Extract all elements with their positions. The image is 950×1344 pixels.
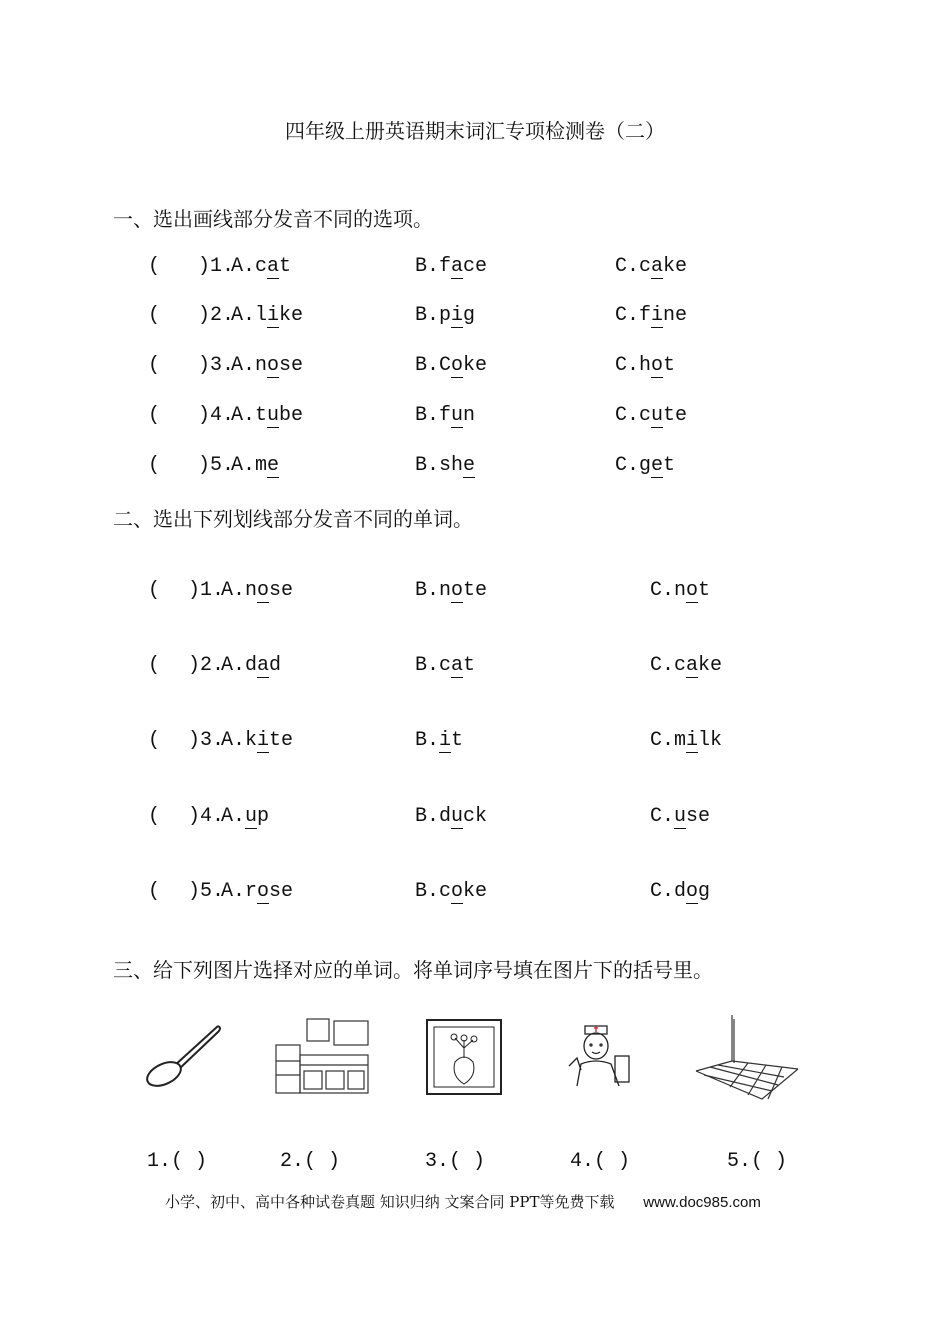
word-under: a: [651, 255, 664, 278]
answer-paren[interactable]: (: [148, 255, 161, 278]
word-pre: f: [439, 404, 452, 427]
word-post: g: [463, 304, 476, 327]
word-post: ce: [463, 255, 488, 278]
word-post: ck: [463, 805, 488, 828]
option-a[interactable]: A.nose: [221, 579, 294, 602]
option-a[interactable]: A.like: [231, 304, 304, 327]
option-c[interactable]: C.hot: [615, 354, 676, 377]
option-b[interactable]: B.face: [415, 255, 488, 278]
question-number-text: 5.: [200, 880, 225, 903]
word-under: i: [439, 729, 452, 752]
answer-paren[interactable]: (: [148, 454, 161, 477]
word-under: u: [451, 404, 464, 427]
option-c[interactable]: C.cake: [615, 255, 688, 278]
page-title: 四年级上册英语期末词汇专项检测卷（二）: [285, 119, 665, 143]
blank-3[interactable]: 3.( ): [425, 1150, 486, 1173]
section1-heading: 一、选出画线部分发音不同的选项。: [113, 207, 433, 231]
question-number: )2.: [198, 304, 235, 327]
question-number: )5.: [198, 454, 235, 477]
word-pre: c: [255, 255, 268, 278]
question-number-text: 3.: [200, 729, 225, 752]
word-pre: f: [439, 255, 452, 278]
option-c[interactable]: C.cake: [650, 654, 723, 677]
word-under: e: [651, 454, 664, 477]
word-under: i: [257, 729, 270, 752]
word-under: u: [451, 805, 464, 828]
question-number: )1.: [198, 255, 235, 278]
word-pre: d: [674, 880, 687, 903]
word-under: u: [674, 805, 687, 828]
option-b[interactable]: B.fun: [415, 404, 476, 427]
word-pre: d: [245, 654, 258, 677]
word-post: ke: [663, 255, 688, 278]
word-post: t: [279, 255, 292, 278]
word-under: i: [651, 304, 664, 327]
option-c[interactable]: C.get: [615, 454, 676, 477]
question-number: )2.: [188, 654, 225, 677]
kitchen-picture: [272, 1017, 372, 1097]
word-post: p: [257, 805, 270, 828]
word-post: te: [663, 404, 688, 427]
option-b[interactable]: B.coke: [415, 880, 488, 903]
floor-picture: [692, 1013, 802, 1101]
spoon-picture: [140, 1020, 225, 1090]
answer-paren[interactable]: (: [148, 579, 161, 602]
word-pre: p: [439, 304, 452, 327]
option-c[interactable]: C.milk: [650, 729, 723, 752]
word-post: n: [463, 404, 476, 427]
word-post: t: [463, 654, 476, 677]
question-number: )5.: [188, 880, 225, 903]
option-b[interactable]: B.pig: [415, 304, 476, 327]
question-number: )3.: [188, 729, 225, 752]
word-pre: n: [439, 579, 452, 602]
word-post: be: [279, 404, 304, 427]
word-pre: c: [639, 404, 652, 427]
blank-1[interactable]: 1.( ): [147, 1150, 208, 1173]
section3-heading: 三、给下列图片选择对应的单词。将单词序号填在图片下的括号里。: [113, 958, 713, 982]
option-a[interactable]: A.kite: [221, 729, 294, 752]
option-b[interactable]: B.she: [415, 454, 476, 477]
word-pre: c: [439, 880, 452, 903]
word-under: o: [267, 354, 280, 377]
option-b[interactable]: B.duck: [415, 805, 488, 828]
footer-url[interactable]: www.doc985.com: [643, 1194, 761, 1211]
question-number: )1.: [188, 579, 225, 602]
word-under: a: [686, 654, 699, 677]
word-post: ke: [698, 654, 723, 677]
word-under: a: [451, 654, 464, 677]
word-under: e: [267, 454, 280, 477]
word-under: o: [651, 354, 664, 377]
option-a[interactable]: A.dad: [221, 654, 282, 677]
word-pre: c: [439, 654, 452, 677]
word-under: o: [257, 880, 270, 903]
word-under: e: [463, 454, 476, 477]
word-post: d: [269, 654, 282, 677]
blank-5[interactable]: 5.( ): [727, 1150, 788, 1173]
option-c[interactable]: C.use: [650, 805, 711, 828]
word-under: i: [686, 729, 699, 752]
question-number-text: 1.: [200, 579, 225, 602]
answer-paren[interactable]: (: [148, 729, 161, 752]
word-pre: sh: [439, 454, 464, 477]
option-c[interactable]: C.cute: [615, 404, 688, 427]
question-number-text: 2.: [210, 304, 235, 327]
word-post: te: [463, 579, 488, 602]
answer-paren[interactable]: (: [148, 805, 161, 828]
option-a[interactable]: A.me: [231, 454, 280, 477]
word-under: u: [245, 805, 258, 828]
word-under: o: [686, 880, 699, 903]
word-under: o: [451, 880, 464, 903]
word-post: t: [698, 579, 711, 602]
word-under: o: [686, 579, 699, 602]
word-post: t: [663, 454, 676, 477]
word-post: te: [269, 729, 294, 752]
word-pre: C: [439, 354, 452, 377]
word-under: o: [451, 354, 464, 377]
word-pre: d: [439, 805, 452, 828]
answer-paren[interactable]: (: [148, 404, 161, 427]
word-pre: n: [674, 579, 687, 602]
word-pre: g: [639, 454, 652, 477]
word-post: ke: [463, 354, 488, 377]
option-a[interactable]: A.rose: [221, 880, 294, 903]
answer-paren[interactable]: (: [148, 354, 161, 377]
word-post: lk: [698, 729, 723, 752]
word-pre: n: [255, 354, 268, 377]
word-under: u: [267, 404, 280, 427]
word-post: se: [279, 354, 304, 377]
picture-frame-picture: [425, 1018, 503, 1096]
word-pre: c: [674, 654, 687, 677]
word-pre: c: [639, 255, 652, 278]
word-under: o: [451, 579, 464, 602]
word-pre: l: [255, 304, 268, 327]
option-b[interactable]: B.Coke: [415, 354, 488, 377]
question-number-text: 3.: [210, 354, 235, 377]
word-pre: r: [245, 880, 258, 903]
word-post: se: [269, 579, 294, 602]
word-pre: m: [674, 729, 687, 752]
word-post: ne: [663, 304, 688, 327]
question-number-text: 4.: [200, 805, 225, 828]
word-post: g: [698, 880, 711, 903]
word-post: ke: [279, 304, 304, 327]
question-number-text: 2.: [200, 654, 225, 677]
option-c[interactable]: C.not: [650, 579, 711, 602]
word-post: se: [686, 805, 711, 828]
question-number: )4.: [198, 404, 235, 427]
word-pre: k: [245, 729, 258, 752]
option-a[interactable]: A.nose: [231, 354, 304, 377]
word-under: a: [267, 255, 280, 278]
word-under: o: [257, 579, 270, 602]
option-a[interactable]: A.cat: [231, 255, 292, 278]
answer-paren[interactable]: (: [148, 880, 161, 903]
section2-heading: 二、选出下列划线部分发音不同的单词。: [113, 507, 473, 531]
doctor-picture: [555, 1018, 635, 1088]
blank-4[interactable]: 4.( ): [570, 1150, 631, 1173]
question-number: )4.: [188, 805, 225, 828]
word-post: t: [451, 729, 464, 752]
word-pre: f: [639, 304, 652, 327]
word-under: i: [451, 304, 464, 327]
option-c[interactable]: C.dog: [650, 880, 711, 903]
question-number-text: 5.: [210, 454, 235, 477]
word-under: i: [267, 304, 280, 327]
blank-2[interactable]: 2.( ): [280, 1150, 341, 1173]
option-b[interactable]: B.cat: [415, 654, 476, 677]
word-pre: t: [255, 404, 268, 427]
word-pre: m: [255, 454, 268, 477]
word-under: u: [651, 404, 664, 427]
word-post: ke: [463, 880, 488, 903]
answer-paren[interactable]: (: [148, 654, 161, 677]
question-number: )3.: [198, 354, 235, 377]
answer-paren[interactable]: (: [148, 304, 161, 327]
question-number-text: 1.: [210, 255, 235, 278]
option-b[interactable]: B.note: [415, 579, 488, 602]
word-under: a: [257, 654, 270, 677]
word-post: se: [269, 880, 294, 903]
word-pre: h: [639, 354, 652, 377]
word-post: t: [663, 354, 676, 377]
footer: [165, 1191, 761, 1212]
word-pre: n: [245, 579, 258, 602]
option-c[interactable]: C.fine: [615, 304, 688, 327]
footer-text: 小学、初中、高中各种试卷真题 知识归纳 文案合同 PPT等免费下载: [165, 1193, 615, 1211]
option-a[interactable]: A.up: [221, 805, 270, 828]
question-number-text: 4.: [210, 404, 235, 427]
option-a[interactable]: A.tube: [231, 404, 304, 427]
option-b[interactable]: B.it: [415, 729, 464, 752]
word-under: a: [451, 255, 464, 278]
